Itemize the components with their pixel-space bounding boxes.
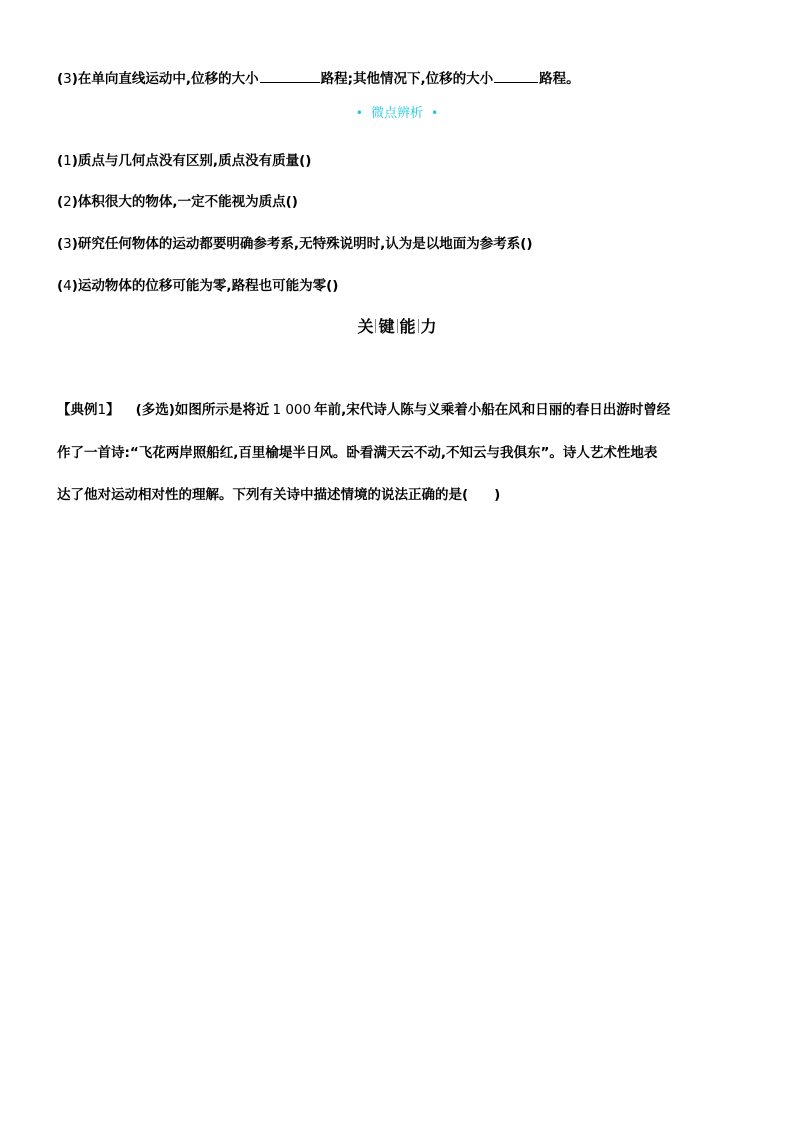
example-tag: 【典例1】 <box>57 402 120 418</box>
question-3-line: (3)在单向直线运动中,位移的大小 路程;其他情况下,位移的大小 路程。 <box>57 68 754 89</box>
question-number: 3 <box>63 71 72 87</box>
divider <box>397 319 398 333</box>
judgement-item-4: (4)运动物体的位移可能为零,路程也可能为零() <box>57 278 339 294</box>
answer-blank-1[interactable] <box>260 68 320 83</box>
judgement-item-1: (1)质点与几何点没有区别,质点没有质量() <box>57 153 312 169</box>
example-line-2: 作了一首诗:“飞花两岸照船红,百里榆堤半日风。卧看满天云不动,不知云与我俱东”。诗人艺术性地表 <box>57 445 658 461</box>
judgement-item-3: (3)研究任何物体的运动都要明确参考系,无特殊说明时,认为是以地面为参考系() <box>57 236 533 252</box>
example-line-1: 【典例1】 (多选)如图所示是将近 1 000 年前,宋代诗人陈与义乘着小船在风和日丽的春日出游时曾经 <box>57 402 671 418</box>
answer-blank-2[interactable] <box>494 68 538 83</box>
section-marker <box>0 104 794 123</box>
section-heading: 关 键 能 力 <box>357 317 437 336</box>
example-line-3: 达了他对运动相对性的理解。下列有关诗中描述情境的说法正确的是( ) <box>57 487 501 503</box>
bullet-dot-icon: • <box>355 106 363 120</box>
bullet-dot-icon: • <box>431 106 439 120</box>
section-label: 微点辨析 <box>370 106 423 121</box>
divider <box>418 319 419 333</box>
judgement-item-2: (2)体积很大的物体,一定不能视为质点() <box>57 194 298 210</box>
divider <box>375 319 376 333</box>
